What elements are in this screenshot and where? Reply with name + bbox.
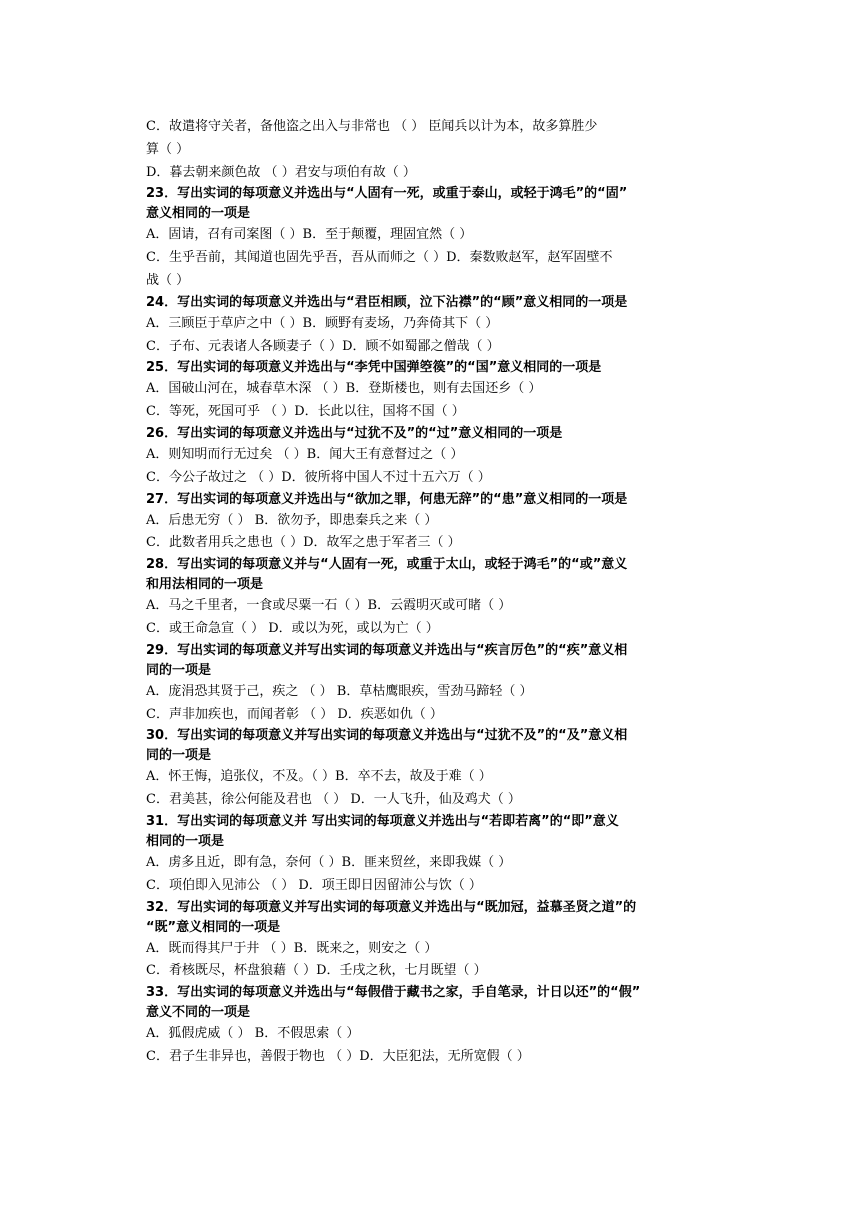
option-line: 算（ ） — [146, 141, 190, 157]
question-line: 相同的一项是 — [146, 833, 225, 849]
option-line: C．项伯即入见沛公 （ ） D．项王即日因留沛公与饮（ ） — [146, 877, 482, 893]
option-line: C．声非加疾也，而闻者彰 （ ） D．疾恶如仇（ ） — [146, 706, 443, 722]
question-line: 25．写出实词的每项意义并选出与“李凭中国弹箜篌”的“国”意义相同的一项是 — [146, 360, 602, 376]
option-line: A．马之千里者，一食或尽粟一石（ ）B．云霞明灭或可睹（ ） — [146, 598, 512, 614]
option-line: C．或王命急宣（ ） D．或以为死，或以为亡（ ） — [146, 620, 439, 636]
option-line: C．子布、元表诸人各顾妻子（ ）D．顾不如蜀鄙之僧哉（ ） — [146, 338, 500, 354]
option-line: A．既而得其尸于井 （ ）B．既来之，则安之（ ） — [146, 940, 438, 956]
option-line: C．君子生非异也，善假于物也 （ ）D．大臣犯法，无所宽假（ ） — [146, 1048, 530, 1064]
option-line: A．虏多且近，即有急，奈何（ ）B．匪来贸丝，来即我媒（ ） — [146, 854, 512, 870]
option-line: C．故遣将守关者，备他盗之出入与非常也 （ ） 臣闻兵以计为本，故多算胜少 — [146, 119, 598, 134]
question-line: 和用法相同的一项是 — [146, 577, 264, 593]
option-line: D．暮去朝来颜色故 （ ）君安与项伯有故（ ） — [146, 164, 416, 180]
option-line: C．等死，死国可乎 （ ）D．长此以往，国将不国（ ） — [146, 404, 465, 420]
option-line: A．三顾臣于草庐之中（ ）B．顾野有麦场，乃奔倚其下（ ） — [146, 315, 499, 331]
question-line: 24．写出实词的每项意义并选出与“君臣相顾，泣下沾襟”的“顾”意义相同的一项是 — [146, 294, 628, 310]
option-line: C．此数者用兵之患也（ ）D．故军之患于军者三（ ） — [146, 535, 461, 551]
question-line: 27．写出实词的每项意义并选出与“欲加之罪，何患无辞”的“患”意义相同的一项是 — [146, 491, 628, 507]
question-line: “既”意义相同的一项是 — [146, 919, 281, 935]
question-line: 意义不同的一项是 — [146, 1005, 251, 1021]
question-line: 32．写出实词的每项意义并写出实词的每项意义并选出与“既加冠，益慕圣贤之道”的 — [146, 899, 637, 915]
option-line: A．固请，召有司案图（ ）B．至于颠覆，理固宜然（ ） — [146, 227, 473, 243]
question-line: 同的一项是 — [146, 662, 212, 678]
option-line: A．后患无穷（ ） B．欲勿予，即患秦兵之来（ ） — [146, 512, 438, 528]
question-line: 28．写出实词的每项意义并与“人固有一死，或重于太山，或轻于鸿毛”的“或”意义 — [146, 557, 628, 573]
question-line: 意义相同的一项是 — [146, 206, 251, 222]
option-line: C．今公子故过之 （ ）D．彼所将中国人不过十五六万（ ） — [146, 469, 491, 485]
option-line: A．庞涓恐其贤于己，疾之 （ ） B．草枯鹰眼疾，雪劲马蹄轻（ ） — [146, 683, 533, 699]
question-line: 同的一项是 — [146, 748, 212, 764]
question-line: 30．写出实词的每项意义并写出实词的每项意义并选出与“过犹不及”的“及”意义相 — [146, 728, 628, 744]
question-line: 33．写出实词的每项意义并选出与“每假借于藏书之家，手自笔录，计日以还”的“假” — [146, 985, 641, 1001]
option-line: C．肴核既尽，杯盘狼藉（ ）D．壬戌之秋，七月既望（ ） — [146, 963, 487, 979]
question-line: 31．写出实词的每项意义并 写出实词的每项意义并选出与“若即若离”的“即”意义 — [146, 813, 619, 829]
option-line: A．怀王悔，追张仪，不及。（ ）B．卒不去，故及于难（ ） — [146, 769, 492, 785]
question-line: 29．写出实词的每项意义并写出实词的每项意义并选出与“疾言厉色”的“疾”意义相 — [146, 642, 628, 658]
option-line: A．则知明而行无过矣 （ ）B．闻大王有意督过之（ ） — [146, 446, 464, 462]
option-line: 战（ ） — [146, 272, 190, 288]
option-line: A．狐假虎威（ ） B．不假思索（ ） — [146, 1026, 360, 1042]
option-line: C．君美甚，徐公何能及君也 （ ） D．一人飞升，仙及鸡犬（ ） — [146, 792, 521, 808]
option-line: C．生乎吾前，其闻道也固先乎吾，吾从而师之（ ）D．秦数败赵军，赵军固壁不 — [146, 250, 613, 266]
option-line: A．国破山河在，城春草木深 （ ）B．登斯楼也，则有去国还乡（ ） — [146, 381, 542, 397]
document-page — [146, 116, 716, 1069]
question-line: 23．写出实词的每项意义并选出与“人固有一死，或重于泰山，或轻于鸿毛”的“固” — [146, 186, 628, 202]
question-line: 26．写出实词的每项意义并选出与“过犹不及”的“过”意义相同的一项是 — [146, 425, 563, 441]
